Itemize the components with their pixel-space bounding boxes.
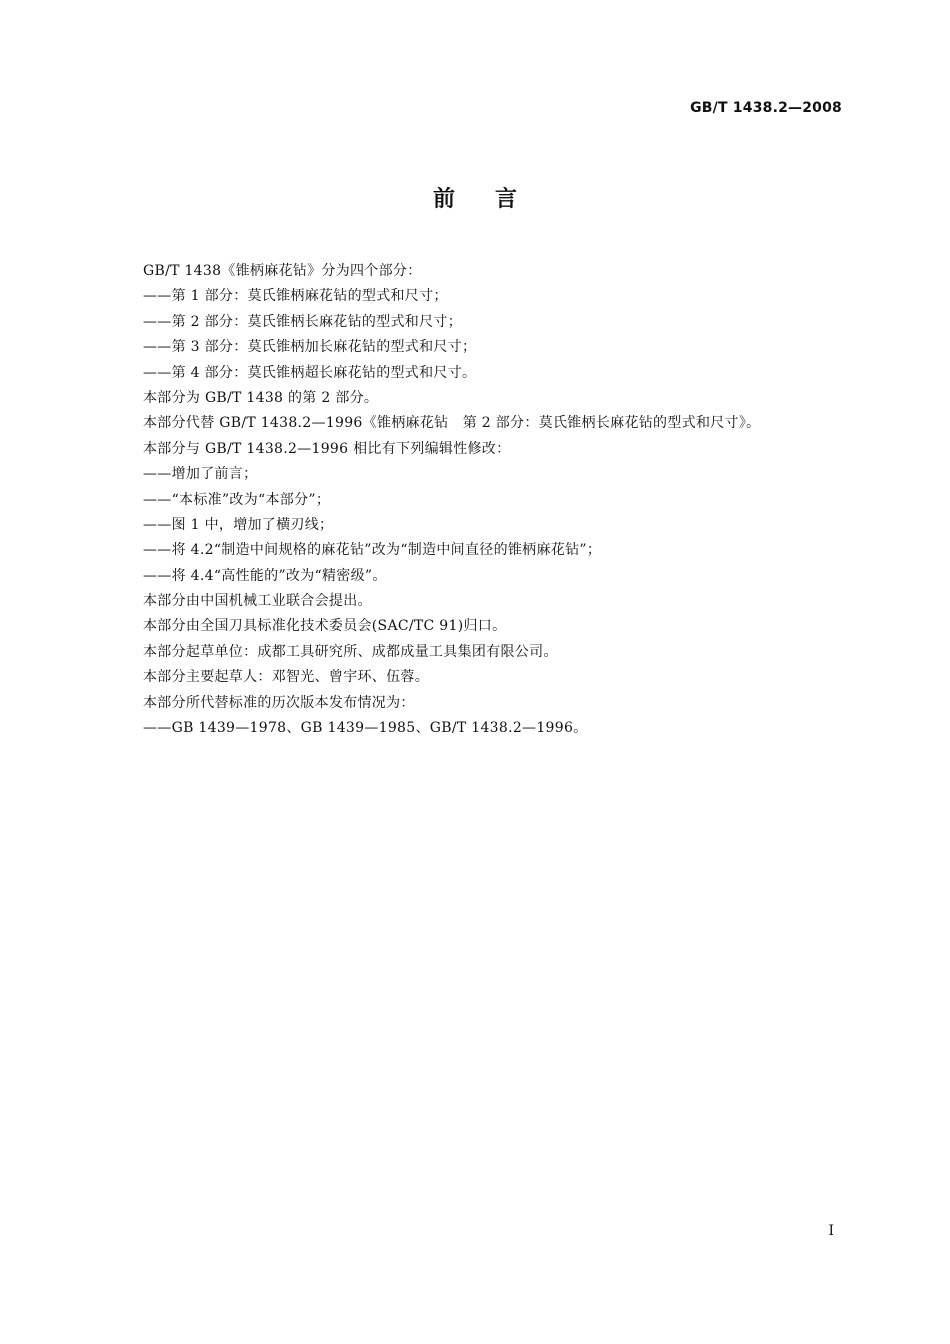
paragraph: GB/T 1438《锥柄麻花钻》分为四个部分： xyxy=(143,263,422,279)
list-item: ——GB 1439—1978、GB 1439—1985、GB/T 1438.2—1996。 xyxy=(143,720,588,737)
paragraph: 本部分代替 GB/T 1438.2—1996《锥柄麻花钻 第 2 部分：莫氏锥柄长麻花钻的型式和尺寸》。 xyxy=(143,415,761,432)
paragraph: 本部分所代替标准的历次版本发布情况为： xyxy=(143,694,415,711)
paragraph: 本部分由全国刀具标准化技术委员会(SAC/TC 91)归口。 xyxy=(143,618,507,635)
list-item: ——第 4 部分：莫氏锥柄超长麻花钻的型式和尺寸。 xyxy=(143,364,477,381)
list-item: ——第 1 部分：莫氏锥柄麻花钻的型式和尺寸； xyxy=(143,288,448,305)
list-item: ——将 4.2“制造中间规格的麻花钻”改为“制造中间直径的锥柄麻花钻”； xyxy=(143,542,602,559)
list-item: ——第 3 部分：莫氏锥柄加长麻花钻的型式和尺寸； xyxy=(143,339,477,356)
paragraph: 本部分为 GB/T 1438 的第 2 部分。 xyxy=(143,389,379,406)
list-item: ——图 1 中，增加了横刃线； xyxy=(143,516,334,533)
list-item: ——“本标准”改为“本部分”； xyxy=(143,491,331,508)
page-number: I xyxy=(828,1223,834,1239)
page-title: 前言 xyxy=(432,187,557,212)
paragraph: 本部分由中国机械工业联合会提出。 xyxy=(143,593,372,610)
foreword-body xyxy=(143,259,843,741)
list-item: ——增加了前言； xyxy=(143,466,258,483)
paragraph: 本部分与 GB/T 1438.2—1996 相比有下列编辑性修改： xyxy=(143,440,511,457)
list-item: ——第 2 部分：莫氏锥柄长麻花钻的型式和尺寸； xyxy=(143,313,463,330)
paragraph: 本部分起草单位：成都工具研究所、成都成量工具集团有限公司。 xyxy=(143,643,558,660)
list-item: ——将 4.4“高性能的”改为“精密级”。 xyxy=(143,567,387,584)
standard-code: GB/T 1438.2—2008 xyxy=(690,100,842,116)
paragraph: 本部分主要起草人：邓智光、曾宇环、伍蓉。 xyxy=(143,669,429,686)
